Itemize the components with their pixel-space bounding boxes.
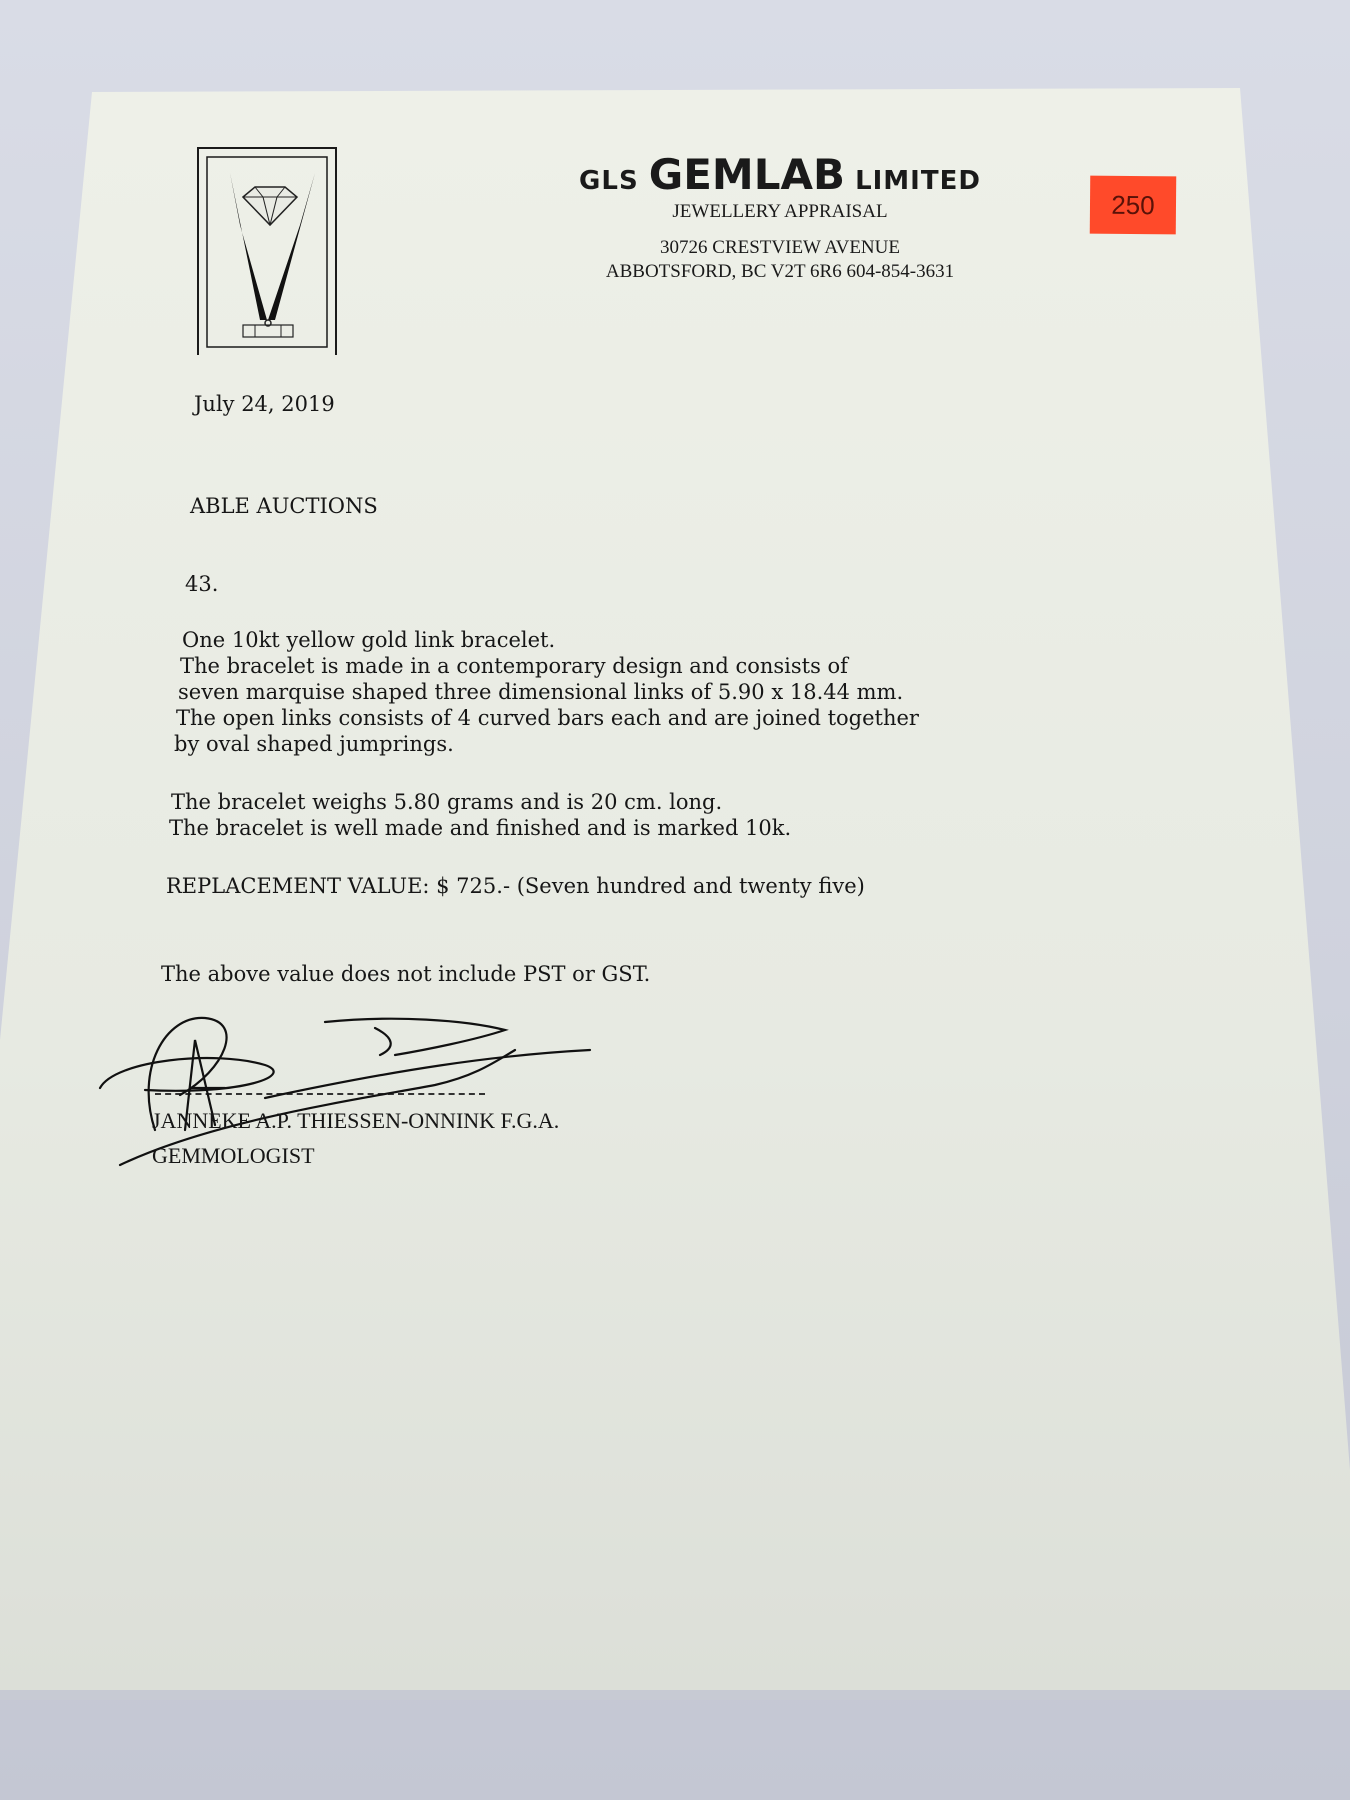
letter-date: July 24, 2019 [194, 392, 335, 416]
company-suffix: LIMITED [855, 166, 981, 196]
tax-note: The above value does not include PST or GST. [161, 962, 651, 986]
signatory-title: GEMMOLOGIST [152, 1143, 315, 1168]
description-line: One 10kt yellow gold link bracelet. [182, 628, 556, 652]
item-number: 43. [185, 572, 219, 596]
company-wordmark: GEMLAB [648, 150, 845, 199]
recipient: ABLE AUCTIONS [190, 494, 378, 518]
company-name [560, 150, 1000, 199]
description-line: by oval shaped jumprings. [174, 732, 454, 756]
detail-line: The bracelet weighs 5.80 grams and is 20 cm. long. [171, 790, 723, 814]
replacement-value: REPLACEMENT VALUE: $ 725.- (Seven hundred and twenty five) [166, 874, 865, 898]
description-line: seven marquise shaped three dimensional links of 5.90 x 18.44 mm. [178, 680, 904, 704]
company-prefix: GLS [579, 166, 639, 196]
company-address-line-2: ABBOTSFORD, BC V2T 6R6 604-854-3631 [605, 261, 955, 282]
description-line: The open links consists of 4 curved bars each and are joined together [176, 706, 919, 730]
company-address-line-1: 30726 CRESTVIEW AVENUE [660, 237, 900, 258]
letterhead [560, 150, 1000, 283]
company-department: JEWELLERY APPRAISAL [672, 201, 888, 222]
detail-line: The bracelet is well made and finished and is marked 10k. [169, 816, 792, 840]
company-logo [195, 145, 345, 355]
lot-sticker: 250 [1090, 176, 1177, 235]
description-line: The bracelet is made in a contemporary design and consists of [180, 654, 848, 678]
signatory-name: JANNEKE A.P. THIESSEN-ONNINK F.G.A. [152, 1108, 560, 1133]
